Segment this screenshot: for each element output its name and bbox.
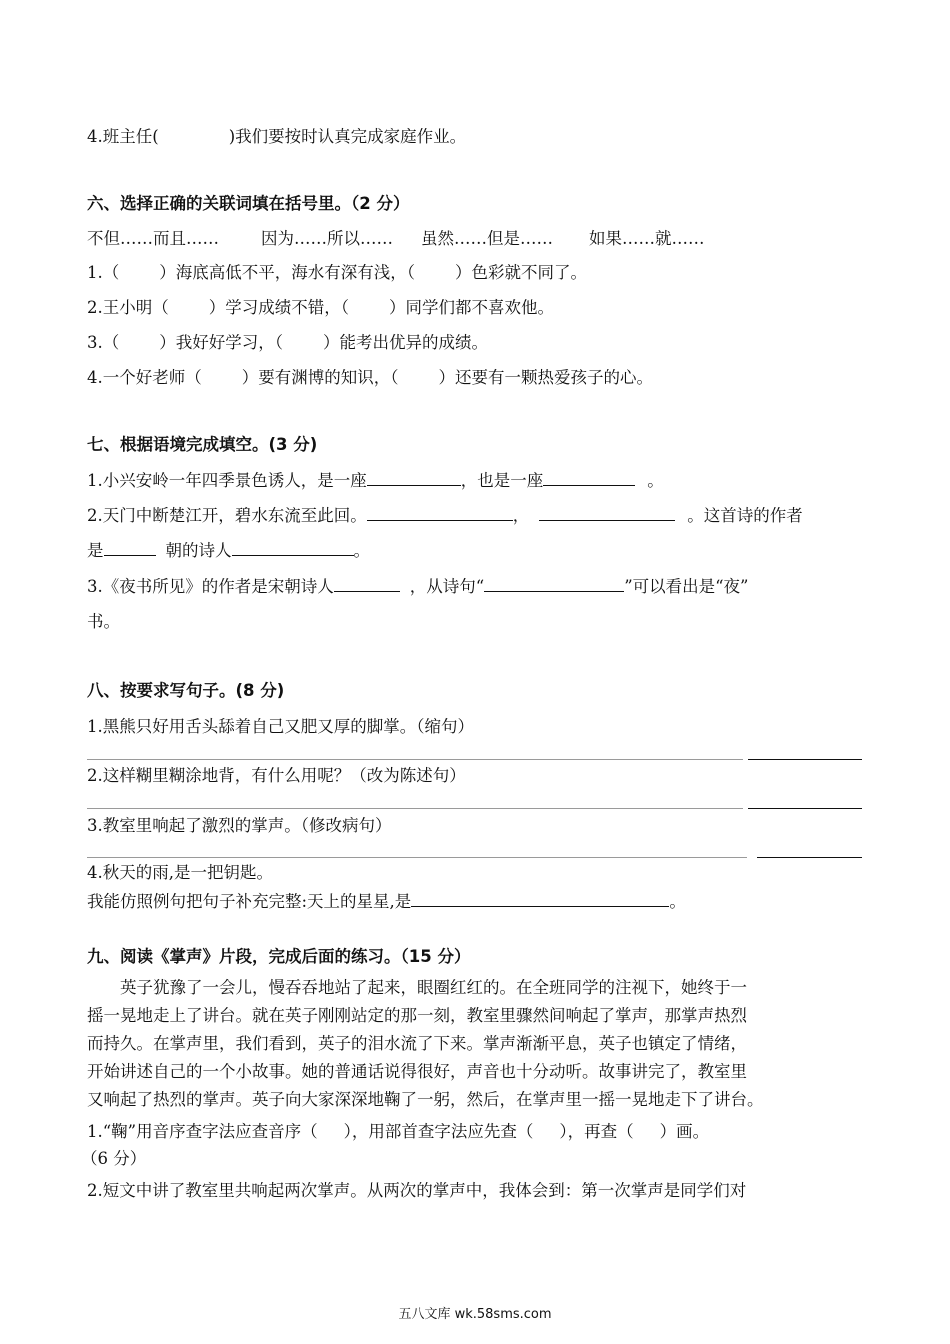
section-6-title: 六、选择正确的关联词填在括号里。（2 分） — [87, 194, 410, 213]
sec6-item-3: 3.（ ）我好好学习，（ ）能考出优异的成绩。 — [87, 333, 488, 352]
sec9-q1-score: （6 分） — [81, 1149, 147, 1168]
section-7-title: 七、根据语境完成填空。(3 分) — [87, 435, 318, 454]
answer-line[interactable] — [87, 808, 743, 809]
sec7-item-2: 2.天门中断楚江开，碧水东流至此回。 ， 。这首诗的作者 — [87, 506, 803, 525]
fill-blank[interactable] — [543, 469, 635, 486]
sec8-imitate: 我能仿照例句把句子补充完整:天上的星星,是 。 — [87, 892, 686, 911]
answer-line[interactable] — [757, 857, 862, 858]
fill-blank[interactable] — [104, 539, 156, 556]
passage-line: 开始讲述自己的一个小故事。她的普通话说得很好，声音也十分动听。故事讲完了，教室里 — [87, 1062, 747, 1081]
fill-blank[interactable] — [411, 890, 669, 907]
passage-line: 摇一晃地走上了讲台。就在英子刚刚站定的那一刻，教室里骤然间响起了掌声，那掌声热烈 — [87, 1006, 747, 1025]
sec7-item-2-cont: 是 朝的诗人 。 — [87, 541, 370, 560]
section-8-title: 八、按要求写句子。(8 分) — [87, 681, 285, 700]
sec7-item-3: 3.《夜书所见》的作者是宋朝诗人 ，从诗句“ ”可以看出是“夜” — [87, 577, 749, 596]
answer-line[interactable] — [748, 808, 862, 809]
sec8-item-2: 2.这样糊里糊涂地背，有什么用呢？（改为陈述句） — [87, 766, 466, 785]
sec6-item-4: 4.一个好老师（ ）要有渊博的知识，（ ）还要有一颗热爱孩子的心。 — [87, 368, 653, 387]
passage-line: 而持久。在掌声里，我们看到，英子的泪水流了下来。掌声渐渐平息，英子也镇定了情绪， — [87, 1034, 747, 1053]
q5-item4: 4.班主任( )我们要按时认真完成家庭作业。 — [87, 127, 467, 146]
conjunction-options: 不但……而且…… 因为……所以…… 虽然……但是…… 如果……就…… — [87, 229, 705, 248]
sec6-item-1: 1.（ ）海底高低不平，海水有深有浅，（ ）色彩就不同了。 — [87, 263, 587, 282]
fill-blank[interactable] — [232, 539, 354, 556]
passage-line: 又响起了热烈的掌声。英子向大家深深地鞠了一躬，然后，在掌声里一摇一晃地走下了讲台。 — [87, 1090, 764, 1109]
sec8-item-4: 4.秋天的雨,是一把钥匙。 — [87, 863, 273, 882]
passage-line: 英子犹豫了一会儿，慢吞吞地站了起来，眼圈红红的。在全班同学的注视下，她终于一 — [87, 978, 747, 997]
fill-blank[interactable] — [367, 469, 461, 486]
sec7-item-1: 1.小兴安岭一年四季景色诱人，是一座 ，也是一座 。 — [87, 471, 664, 490]
sec8-item-1: 1.黑熊只好用舌头舔着自己又肥又厚的脚掌。（缩句） — [87, 717, 474, 736]
fill-blank[interactable] — [539, 504, 675, 521]
answer-line[interactable] — [87, 759, 743, 760]
footer-watermark: 五八文库 wk.58sms.com — [398, 1307, 552, 1322]
fill-blank[interactable] — [367, 504, 513, 521]
sec9-q1: 1.“鞠”用音序查字法应查音序（ ），用部首查字法应先查（ ），再查（ ）画。 — [87, 1122, 710, 1141]
section-9-title: 九、阅读《掌声》片段，完成后面的练习。（15 分） — [87, 947, 471, 966]
sec6-item-2: 2.王小明（ ）学习成绩不错，（ ）同学们都不喜欢他。 — [87, 298, 554, 317]
sec7-item-3-cont: 书。 — [87, 612, 120, 631]
answer-line[interactable] — [748, 759, 862, 760]
sec9-q2: 2.短文中讲了教室里共响起两次掌声。从两次的掌声中，我体会到：第一次掌声是同学们对 — [87, 1181, 747, 1200]
fill-blank[interactable] — [334, 575, 400, 592]
fill-blank[interactable] — [484, 575, 624, 592]
answer-line[interactable] — [87, 857, 747, 858]
sec8-item-3: 3.教室里响起了激烈的掌声。（修改病句） — [87, 816, 392, 835]
